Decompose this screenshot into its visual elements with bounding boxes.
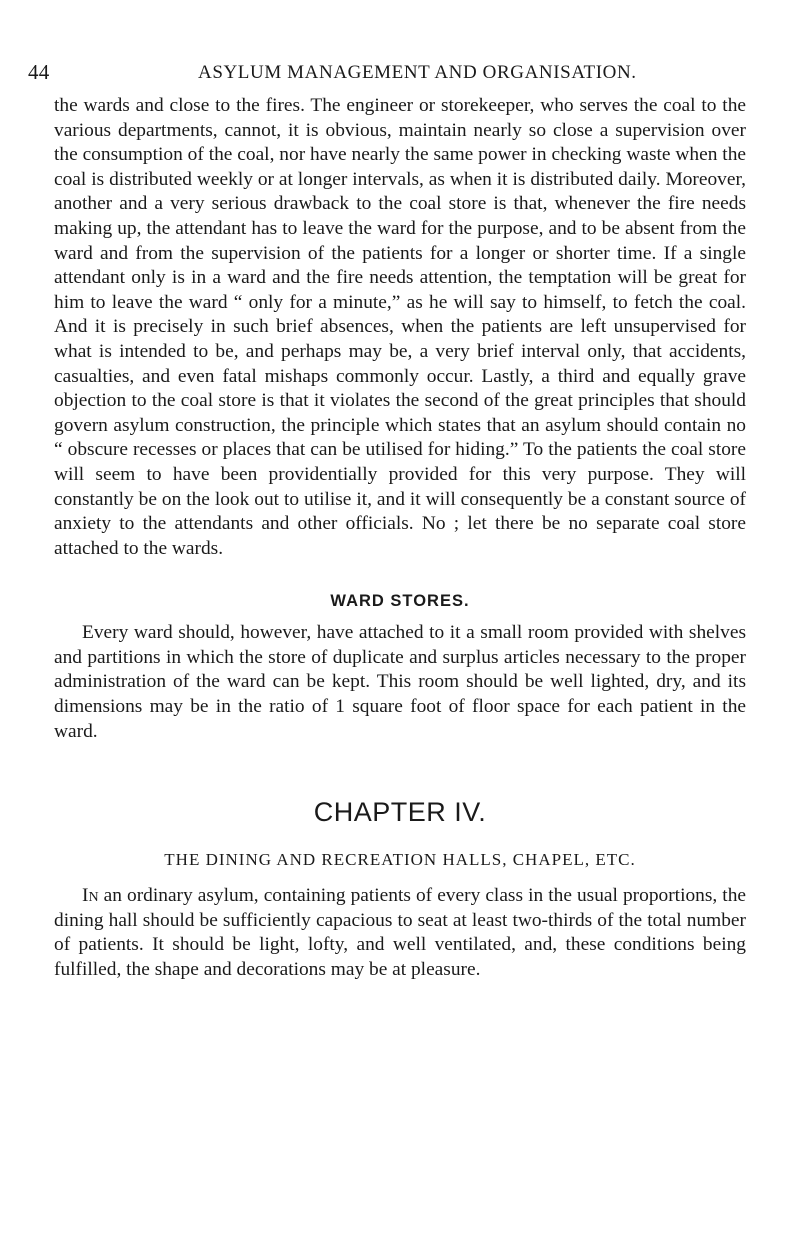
chapter-heading: CHAPTER IV. xyxy=(313,797,487,828)
running-title: ASYLUM MANAGEMENT AND ORGANISATION. xyxy=(198,62,637,83)
paragraph-ward-stores: Every ward should, however, have attached to it a small room provided with shelves and partitions in which the store of duplicate and surplus articles necessary to the proper administration of the ward can be kept. This room should be well lighted, dry, and its dimensions may be in the ratio of 1 square foot of floor space for each patient in the ward. xyxy=(54,622,746,742)
page-number: 44 xyxy=(28,60,50,84)
paragraph-coal-store: the wards and close to the fires. The engineer or storekeeper, who serves the coal to the various departments, cannot, it is obvious, maintain nearly so close a supervision over the consumption of the coal, nor have nearly the same power in checking waste when the coal is distributed weekly or at longer intervals, as when it is distributed daily. Moreover, another and a very serious drawback to the coal store is that, whenever the fire needs making up, the attendant has to leave the ward for the purpose, and to be absent from the ward and from the supervision of the patients for a longer or shorter time. If a single attendant only is in a ward and the fire needs attention, the temptation will be great for him to leave the ward “ only for a minute,” as he will say to himself, to fetch the coal. And it is precisely in such brief absences, when the patients are left unsupervised for what is intended to be, and perhaps may be, a very brief interval only, that accidents, casualties, and even fatal mishaps commonly occur. Lastly, a third and equally grave objection to the coal store is that it violates the second of the great principles that should govern asylum construction, the principle which states that an asylum should contain no “ obscure recesses or places that can be utilised for hiding.” To the patients the coal store will seem to have been providentially provided for this very purpose. They will constantly be on the look out to utilise it, and it will consequently be a constant source of anxiety to the attendants and other officials. No ; let there be no separate coal store attached to the wards. xyxy=(54,95,746,559)
paragraph-lead-word: In xyxy=(82,885,99,907)
book-page xyxy=(28,60,746,983)
paragraph-dining-hall xyxy=(54,884,746,982)
section-heading-ward-stores: WARD STORES. xyxy=(330,592,470,611)
running-head xyxy=(28,60,746,92)
paragraph-dining-hall-text: an ordinary asylum, containing patients of every class in the usual proportions, the dining hall should be sufficiently capacious to seat at least two-thirds of the total number of patients. It should be light, lofty, and well ventilated, and, these conditions being fulfilled, the shape and decorations may be at pleasure. xyxy=(54,885,746,981)
chapter-subtitle: THE DINING AND RECREATION HALLS, CHAPEL, ETC. xyxy=(164,850,636,870)
